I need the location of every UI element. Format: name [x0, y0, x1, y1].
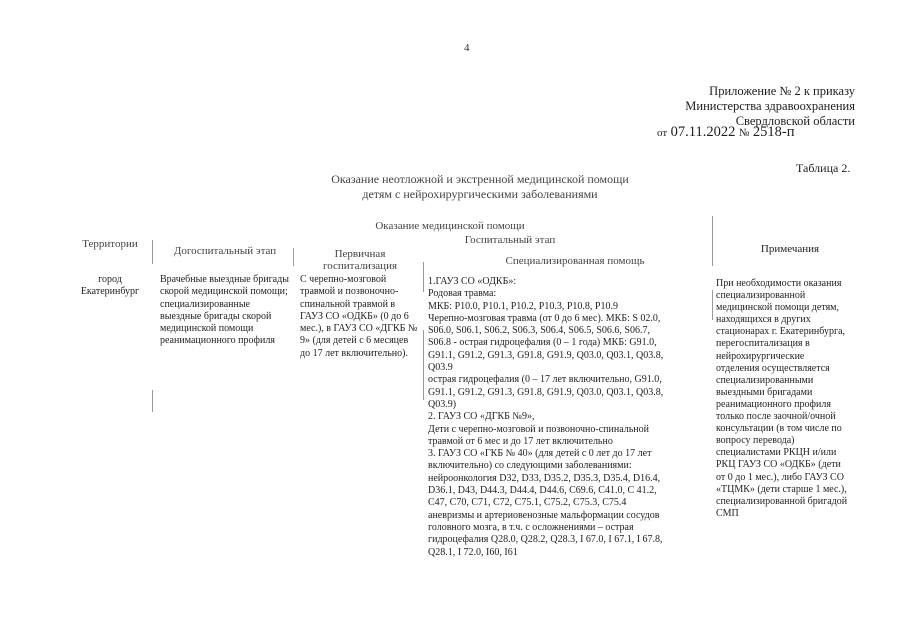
header-medical-help: Оказание медицинской помощи: [375, 220, 525, 232]
title-line-2: детям с нейрохирургическими заболеваниями: [362, 187, 598, 201]
divider-primary-top: [423, 262, 424, 292]
header-specialized: Специализированная помощь: [505, 255, 645, 267]
divider-notes-header: [712, 216, 713, 266]
cell-territory: город Екатеринбург: [80, 274, 140, 298]
spec-line: Q28.1, I 72.0, I60, I61: [428, 546, 518, 558]
appendix-line-1: Приложение № 2 к приказу: [709, 84, 855, 98]
table-number: Таблица 2.: [796, 161, 851, 175]
spec-line: Q03.9: [428, 362, 453, 374]
header-prehospital: Догоспитальный этап: [173, 245, 277, 257]
spec-line: острая гидроцефалия (0 – 17 лет включительно, G91.0,: [428, 374, 662, 386]
appendix-heading: [685, 84, 855, 129]
spec-line: включительно) со следующими заболеваниями:: [428, 460, 632, 472]
order-reference: [657, 124, 794, 141]
spec-line: S06.8 - острая гидроцефалия (0 – 1 года) МКБ: G91.0,: [428, 337, 657, 349]
order-date: 07.11.2022: [670, 124, 736, 140]
spec-line: Дети с черепно-мозговой и позвоночно-спинальной: [428, 423, 650, 435]
header-hospital: Госпитальный этап: [464, 234, 556, 246]
spec-line: гидроцефалия Q28.0, Q28.2, Q28.3, I 67.0, I 67.1, I 67.8,: [428, 534, 663, 546]
title-line-1: Оказание неотложной и экстренной медицинской помощи: [331, 172, 629, 186]
spec-line: C47, C70, C71, C72, C75.1, C75.2, C75.3, C75.4: [428, 497, 627, 509]
order-number-sign: №: [738, 127, 750, 139]
spec-line: нейроонкология D32, D33, D35.2, D35.3, D35.4, D16.4,: [428, 472, 661, 484]
header-primary: Первичная госпитализация: [322, 248, 398, 272]
spec-line: травмой от 6 мес и до 17 лет включительно: [428, 435, 613, 447]
cell-prehospital: Врачебные выездные бригады скорой медицинской помощи; специализированные выездные бригады скорой медицинской помощи реанимационного профиля: [160, 274, 289, 347]
spec-line: МКБ: P10.0, P10.1, P10.2, P10.3, P10.8, P10.9: [428, 300, 618, 312]
document-title: [240, 172, 720, 202]
divider-notes-body: [712, 290, 713, 320]
cell-notes: При необходимости оказания специализированной медицинской помощи детям, находящихся в других стационарах г. Екатеринбурга, перегоспитализация в нейрохирургические отделения осуществляется специализированными выездными бригадами реанимационного профиля только после заочной/очной консультации (в том числе по вопросу перевода) специалистами РКЦН и/или РКЦ ГАУЗ СО «ОДКБ» (дети от 0 до 1 мес.), либо ГАУЗ СО «ТЦМК» (дети старше 1 мес.), специализированной бригадой СМП: [716, 278, 848, 519]
spec-line: 2. ГАУЗ СО «ДГКБ №9»,: [428, 411, 535, 423]
divider-prehospital-header: [293, 248, 294, 266]
spec-line: D36.1, D43, D44.3, D44.4, D44.6, C69.6, C41.0, C 41.2,: [428, 485, 657, 497]
page-number: 4: [464, 42, 470, 54]
spec-line: G91.1, G91.2, G91.3, G91.8, G91.9, Q03.0, Q03.1, Q03.8,: [428, 349, 664, 361]
spec-line: Черепно-мозговая травма (от 0 до 6 мес). МКБ: S 02.0,: [428, 312, 661, 324]
appendix-line-3: Свердловской области: [735, 114, 855, 128]
divider-territory-body: [152, 390, 153, 412]
spec-line: Родовая травма:: [428, 288, 497, 300]
spec-line: аневризмы и артериовенозные мальформации сосудов: [428, 509, 660, 521]
spec-line: Q03.9): [428, 398, 457, 410]
header-territories: Территории: [82, 238, 138, 250]
divider-primary-body: [423, 330, 424, 400]
spec-line: S06.0, S06.1, S06.2, S06.3, S06.4, S06.5, S06.6, S06.7,: [428, 325, 650, 337]
order-number: 2518-п: [752, 124, 795, 140]
cell-primary: С черепно-мозговой травмой и позвоночно-спинальной травмой в ГАУЗ СО «ОДКБ» (0 до 6 мес.), в ГАУЗ СО «ДГКБ № 9» (для детей с 6 месяцев до 17 лет включительно).: [300, 274, 418, 359]
spec-line: головного мозга, в т.ч. с осложнениями – острая: [428, 521, 634, 533]
spec-line: 1.ГАУЗ СО «ОДКБ»:: [428, 276, 517, 287]
spec-line: G91.1, G91.2, G91.3, G91.8, G91.9, Q03.0, Q03.1, Q03.8,: [428, 386, 664, 398]
spec-line: 3. ГАУЗ СО «ГКБ № 40» (для детей с 0 лет до 17 лет: [428, 448, 652, 460]
cell-specialized: [428, 276, 708, 559]
header-notes: Примечания: [760, 243, 820, 255]
order-prefix: от: [657, 127, 668, 139]
appendix-line-2: Министерства здравоохранения: [685, 99, 855, 113]
divider-territory-header: [152, 240, 153, 264]
